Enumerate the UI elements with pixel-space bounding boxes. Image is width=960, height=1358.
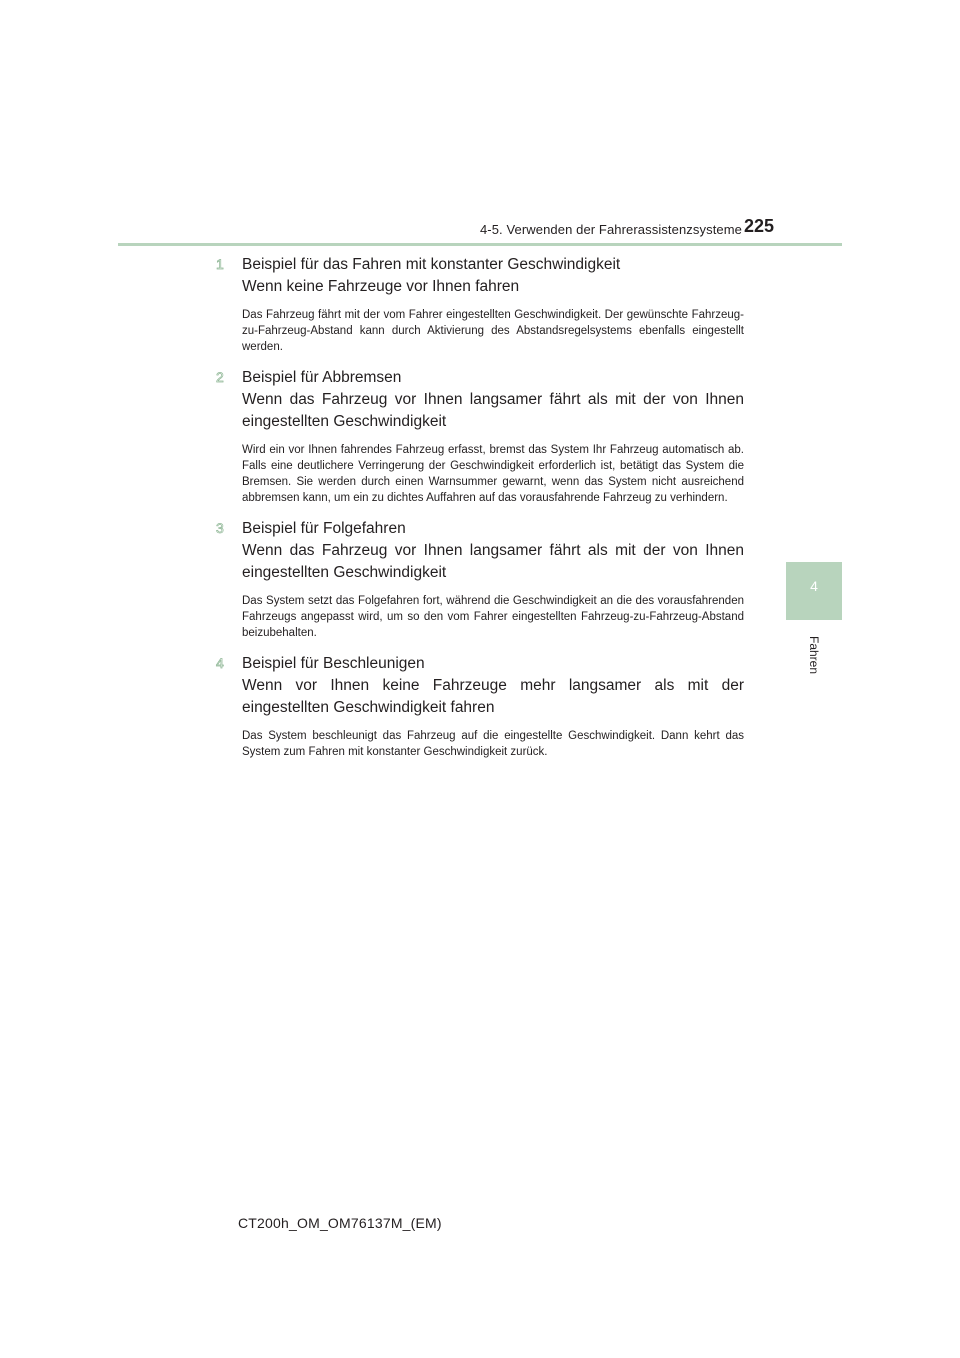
chapter-tab-number: 4: [810, 578, 818, 594]
section-heading-4-line2: Wenn vor Ihnen keine Fahrzeuge mehr langsamer als mit der eingestellten Geschwindigkeit fahren: [242, 677, 744, 716]
section-heading-4: [242, 653, 744, 719]
section-heading-3: [242, 518, 744, 584]
section-description-4: Das System beschleunigt das Fahrzeug auf die eingestellte Geschwindigkeit. Dann kehrt das System zum Fahren mit konstanter Geschwindigkeit zurück.: [242, 730, 744, 758]
header-divider: [118, 243, 842, 246]
section-heading-1-line1: Beispiel für das Fahren mit konstanter Geschwindigkeit: [242, 256, 621, 273]
section-number-1: 1: [216, 256, 224, 272]
chapter-side-label: [787, 630, 841, 680]
page-header: [118, 214, 842, 246]
section-2: [216, 367, 744, 506]
section-heading-3-line1: Beispiel für Folgefahren: [242, 520, 406, 537]
section-3: [216, 518, 744, 641]
section-1: [216, 254, 744, 355]
page-number: 225: [743, 216, 774, 236]
document-code: CT200h_OM_OM76137M_(EM): [238, 1215, 442, 1231]
section-description-3: Das System setzt das Folgefahren fort, während die Geschwindigkeit an die des vorausfahrenden Fahrzeugs angepasst wird, um so den vom Fahrer eingestellten Fahrzeug-zu-Fahrzeug-Abstand beizubehalten.: [242, 595, 744, 639]
section-heading-2-line2: Wenn das Fahrzeug vor Ihnen langsamer fährt als mit der von Ihnen eingestellten Geschwindigkeit: [242, 391, 744, 430]
chapter-title: 4-5. Verwenden der Fahrerassistenzsysteme: [479, 222, 742, 237]
section-heading-4-line1: Beispiel für Beschleunigen: [242, 655, 425, 672]
section-heading-1: [242, 254, 744, 298]
section-heading-2: [242, 367, 744, 433]
chapter-tab: [786, 562, 842, 620]
main-content: [216, 254, 744, 772]
section-number-2: 2: [216, 369, 224, 385]
section-description-2: Wird ein vor Ihnen fahrendes Fahrzeug erfasst, bremst das System Ihr Fahrzeug automatisch ab. Falls eine deutlichere Verringerung der Geschwindigkeit erforderlich ist, betätigt das System die Bremsen. Sie werden durch einen Warnsummer gewarnt, wenn das System nicht ausreichend abbremsen kann, um ein zu dichtes Auffahren auf das vorausfahrende Fahrzeug zu verhindern.: [242, 444, 744, 504]
section-heading-3-line2: Wenn das Fahrzeug vor Ihnen langsamer fährt als mit der von Ihnen eingestellten Geschwindigkeit: [242, 542, 744, 581]
section-number-4: 4: [216, 655, 224, 671]
section-heading-1-line2: Wenn keine Fahrzeuge vor Ihnen fahren: [242, 278, 520, 295]
chapter-side-label-text: Fahren: [807, 635, 821, 675]
section-number-3: 3: [216, 520, 224, 536]
section-description-1: Das Fahrzeug fährt mit der vom Fahrer eingestellten Geschwindigkeit. Der gewünschte Fahrzeug-zu-Fahrzeug-Abstand kann durch Aktivierung des Abstandsregelsystems ebenfalls eingestellt werden.: [242, 309, 744, 353]
section-4: [216, 653, 744, 760]
section-heading-2-line1: Beispiel für Abbremsen: [242, 369, 402, 386]
